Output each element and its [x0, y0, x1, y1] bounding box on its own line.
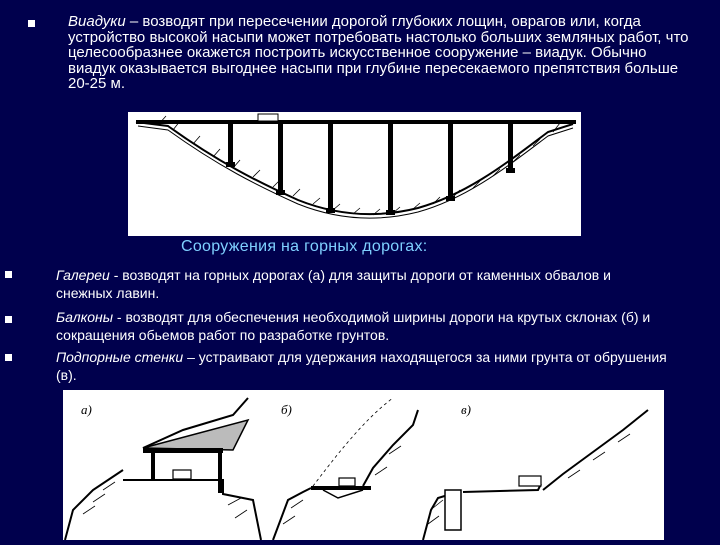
- balconies-paragraph: [56, 308, 656, 344]
- galleries-paragraph: [56, 266, 656, 302]
- galleries-text: - возводят на горных дорогах (а) для защиты дороги от каменных обвалов и снежных лавин.: [56, 267, 611, 301]
- viaduct-term: Виадуки: [68, 13, 126, 30]
- mountain-structures-illustration: [63, 390, 664, 540]
- mountain-structures-drawing: [63, 390, 664, 540]
- balconies-term: Балконы: [56, 309, 114, 325]
- bullet-retaining-walls: [5, 354, 12, 361]
- retaining-walls-paragraph: [56, 348, 676, 384]
- bullet-viaduct: [28, 20, 35, 27]
- viaduct-text: – возводят при пересечении дорогой глубоких лощин, оврагов или, когда устройство высокой насыпи может потребовать настолько больших земляных работ, что целесообразнее окажется построить искусственное сооружение – виадук. Обычно виадук оказывается выгоднее насыпи при глубине пересекаемого препятствия больше 20-25 м.: [68, 13, 689, 93]
- label-c: в): [461, 402, 471, 417]
- viaduct-drawing: [128, 112, 581, 236]
- viaduct-illustration: [128, 112, 581, 236]
- viaduct-paragraph: [68, 14, 693, 92]
- retaining-walls-text: – устраивают для удержания находящегося за ними грунта от обрушения (в).: [56, 349, 667, 383]
- label-a: а): [81, 402, 92, 417]
- galleries-term: Галереи: [56, 267, 110, 283]
- section-heading: Сооружения на горных дорогах:: [181, 238, 428, 255]
- label-b: б): [281, 402, 292, 417]
- balconies-text: - возводят для обеспечения необходимой ширины дороги на крутых склонах (б) и сокращения обьемов работ по разработке грунтов.: [56, 309, 651, 343]
- bullet-balconies: [5, 316, 12, 323]
- bullet-galleries: [5, 271, 12, 278]
- retaining-walls-term: Подпорные стенки: [56, 349, 184, 365]
